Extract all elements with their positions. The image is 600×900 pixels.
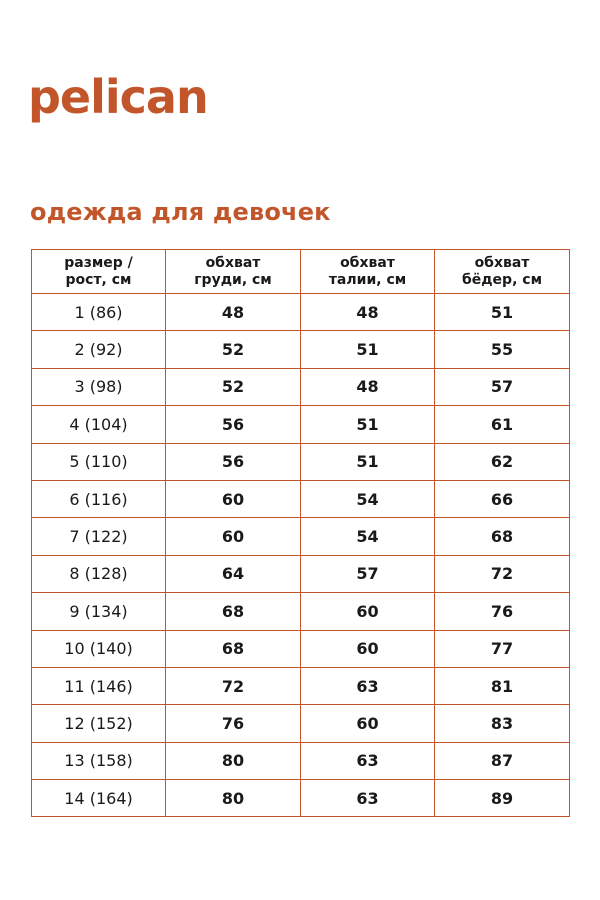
header-line: обхват xyxy=(474,254,530,271)
page-title: одежда для девочек xyxy=(30,198,331,226)
cell-chest: 48 xyxy=(166,294,301,331)
cell-waist: 60 xyxy=(301,630,435,667)
cell-hips: 51 xyxy=(435,294,570,331)
table-header-row xyxy=(32,250,570,294)
cell-hips: 76 xyxy=(435,593,570,630)
cell-chest: 68 xyxy=(166,593,301,630)
cell-hips: 87 xyxy=(435,742,570,779)
header-line: рост, см xyxy=(65,271,132,288)
cell-size: 13 (158) xyxy=(32,742,166,779)
cell-hips: 62 xyxy=(435,443,570,480)
cell-hips: 61 xyxy=(435,406,570,443)
header-line: бёдер, см xyxy=(461,271,543,288)
header-line: талии, см xyxy=(328,271,407,288)
table-row xyxy=(32,518,570,555)
cell-chest: 80 xyxy=(166,780,301,817)
cell-waist: 54 xyxy=(301,480,435,517)
cell-size: 7 (122) xyxy=(32,518,166,555)
cell-hips: 68 xyxy=(435,518,570,555)
cell-size: 10 (140) xyxy=(32,630,166,667)
cell-size: 4 (104) xyxy=(32,406,166,443)
cell-chest: 76 xyxy=(166,705,301,742)
cell-waist: 51 xyxy=(301,331,435,368)
table-row xyxy=(32,555,570,592)
table-row xyxy=(32,667,570,704)
header-chest xyxy=(166,250,301,294)
cell-waist: 63 xyxy=(301,780,435,817)
table-row xyxy=(32,630,570,667)
header-line: обхват xyxy=(340,254,395,271)
cell-size: 6 (116) xyxy=(32,480,166,517)
table-row xyxy=(32,443,570,480)
cell-size: 8 (128) xyxy=(32,555,166,592)
cell-waist: 63 xyxy=(301,667,435,704)
cell-size: 12 (152) xyxy=(32,705,166,742)
cell-hips: 55 xyxy=(435,331,570,368)
table-row xyxy=(32,368,570,405)
cell-hips: 57 xyxy=(435,368,570,405)
cell-size: 2 (92) xyxy=(32,331,166,368)
cell-waist: 51 xyxy=(301,443,435,480)
cell-hips: 83 xyxy=(435,705,570,742)
cell-chest: 60 xyxy=(166,518,301,555)
cell-size: 11 (146) xyxy=(32,667,166,704)
cell-size: 1 (86) xyxy=(32,294,166,331)
table-row xyxy=(32,780,570,817)
table-row xyxy=(32,294,570,331)
header-line: размер / xyxy=(64,254,133,271)
cell-waist: 57 xyxy=(301,555,435,592)
cell-chest: 52 xyxy=(166,368,301,405)
table-row xyxy=(32,705,570,742)
cell-chest: 56 xyxy=(166,406,301,443)
cell-chest: 64 xyxy=(166,555,301,592)
cell-hips: 66 xyxy=(435,480,570,517)
cell-size: 3 (98) xyxy=(32,368,166,405)
cell-size: 9 (134) xyxy=(32,593,166,630)
table-row xyxy=(32,406,570,443)
header-size-height xyxy=(32,250,166,294)
size-table xyxy=(31,249,570,817)
cell-hips: 81 xyxy=(435,667,570,704)
cell-size: 14 (164) xyxy=(32,780,166,817)
table-row xyxy=(32,593,570,630)
cell-size: 5 (110) xyxy=(32,443,166,480)
cell-waist: 48 xyxy=(301,368,435,405)
cell-hips: 72 xyxy=(435,555,570,592)
cell-hips: 89 xyxy=(435,780,570,817)
cell-chest: 72 xyxy=(166,667,301,704)
table-row xyxy=(32,331,570,368)
cell-waist: 63 xyxy=(301,742,435,779)
cell-waist: 60 xyxy=(301,705,435,742)
table-row xyxy=(32,480,570,517)
cell-waist: 51 xyxy=(301,406,435,443)
cell-chest: 80 xyxy=(166,742,301,779)
header-waist xyxy=(301,250,435,294)
cell-waist: 60 xyxy=(301,593,435,630)
cell-waist: 48 xyxy=(301,294,435,331)
header-line: груди, см xyxy=(194,271,272,288)
size-chart xyxy=(31,249,569,817)
cell-waist: 54 xyxy=(301,518,435,555)
cell-chest: 56 xyxy=(166,443,301,480)
cell-chest: 68 xyxy=(166,630,301,667)
header-line: обхват xyxy=(205,254,261,271)
brand-logo: pelican xyxy=(28,70,208,124)
cell-chest: 52 xyxy=(166,331,301,368)
header-hips xyxy=(435,250,570,294)
cell-chest: 60 xyxy=(166,480,301,517)
table-row xyxy=(32,742,570,779)
cell-hips: 77 xyxy=(435,630,570,667)
